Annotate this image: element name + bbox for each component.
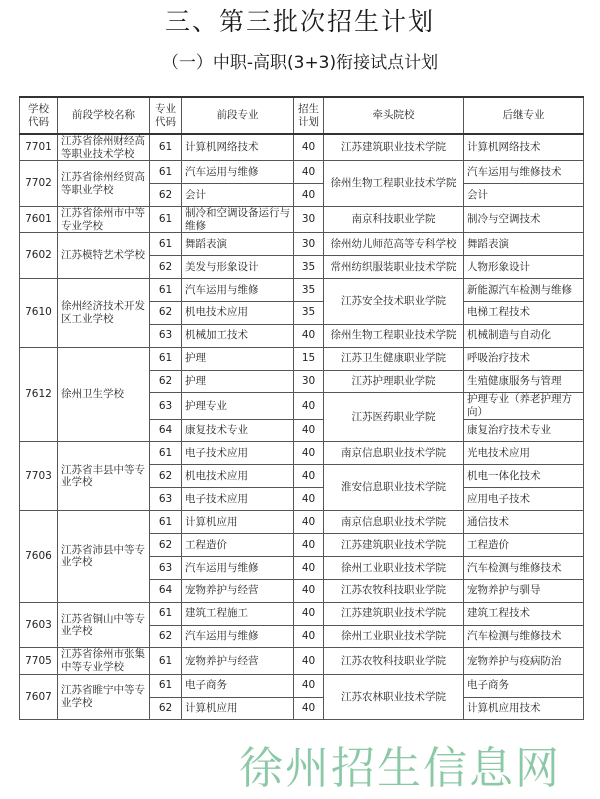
table-row [20, 511, 584, 534]
plan-cell: 40 [294, 393, 324, 419]
next-major-cell: 新能源汽车检测与维修 [464, 278, 584, 301]
plan-cell: 40 [294, 579, 324, 602]
lead-college-cell: 南京科技职业学院 [324, 206, 464, 232]
table-row [20, 648, 584, 674]
lead-college-cell: 徐州工业职业技术学院 [324, 556, 464, 579]
header-major-code: 专业代码 [150, 97, 182, 134]
table-row [20, 161, 584, 184]
school-code-cell: 7603 [20, 602, 58, 648]
major-code-cell: 62 [150, 534, 182, 557]
next-major-cell: 建筑工程技术 [464, 602, 584, 625]
table-body [20, 134, 584, 720]
watermark-text: 徐州招生信息网 [239, 743, 561, 794]
major-cell: 护理专业 [182, 393, 294, 419]
table-row [20, 602, 584, 625]
major-code-cell: 62 [150, 465, 182, 488]
major-cell: 电子技术应用 [182, 442, 294, 465]
school-name-cell: 徐州卫生学校 [58, 347, 150, 442]
table-row [20, 347, 584, 370]
major-cell: 电子商务 [182, 674, 294, 697]
major-code-cell: 63 [150, 488, 182, 511]
major-cell: 美发与形象设计 [182, 256, 294, 279]
plan-cell: 40 [294, 625, 324, 648]
school-name-cell: 江苏省徐州市中等专业学校 [58, 206, 150, 232]
major-code-cell: 63 [150, 556, 182, 579]
school-code-cell: 7607 [20, 674, 58, 720]
next-major-cell: 宠物养护与驯导 [464, 579, 584, 602]
header-plan: 招生计划 [294, 97, 324, 134]
lead-college-cell: 江苏安全技术职业学院 [324, 278, 464, 324]
major-code-cell: 61 [150, 134, 182, 161]
lead-college-cell: 徐州生物工程职业技术学院 [324, 161, 464, 207]
plan-cell: 30 [294, 370, 324, 393]
major-code-cell: 61 [150, 648, 182, 674]
lead-college-cell: 江苏农林职业技术学院 [324, 674, 464, 720]
major-code-cell: 64 [150, 419, 182, 442]
table-row [20, 233, 584, 256]
plan-cell: 35 [294, 278, 324, 301]
next-major-cell: 护理专业（养老护理方向） [464, 393, 584, 419]
major-cell: 会计 [182, 184, 294, 207]
school-name-cell: 江苏省睢宁中等专业学校 [58, 674, 150, 720]
lead-college-cell: 江苏医药职业学院 [324, 393, 464, 442]
plan-cell: 40 [294, 648, 324, 674]
major-cell: 宠物养护与经营 [182, 648, 294, 674]
major-cell: 汽车运用与维修 [182, 625, 294, 648]
plan-cell: 40 [294, 674, 324, 697]
header-school-name: 前段学校名称 [58, 97, 150, 134]
major-code-cell: 61 [150, 206, 182, 232]
plan-cell: 35 [294, 301, 324, 324]
next-major-cell: 电梯工程技术 [464, 301, 584, 324]
section-subtitle: （一）中职-高职(3+3)衔接试点计划 [161, 53, 439, 73]
school-code-cell: 7702 [20, 161, 58, 207]
next-major-cell: 机械制造与自动化 [464, 324, 584, 347]
next-major-cell: 机电一体化技术 [464, 465, 584, 488]
major-code-cell: 61 [150, 161, 182, 184]
lead-college-cell: 江苏卫生健康职业学院 [324, 347, 464, 370]
header-major: 前段专业 [182, 97, 294, 134]
school-code-cell: 7606 [20, 511, 58, 603]
major-cell: 计算机应用 [182, 511, 294, 534]
major-code-cell: 62 [150, 256, 182, 279]
major-code-cell: 62 [150, 301, 182, 324]
plan-cell: 40 [294, 697, 324, 720]
school-code-cell: 7601 [20, 206, 58, 232]
major-cell: 宠物养护与经营 [182, 579, 294, 602]
plan-cell: 40 [294, 511, 324, 534]
lead-college-cell: 常州纺织服装职业技术学院 [324, 256, 464, 279]
lead-college-cell: 江苏护理职业学院 [324, 370, 464, 393]
table-row [20, 134, 584, 161]
page-title: 三、第三批次招生计划 [164, 7, 435, 36]
major-cell: 机械加工技术 [182, 324, 294, 347]
enrollment-plan-table [19, 96, 584, 720]
next-major-cell: 人物形象设计 [464, 256, 584, 279]
plan-cell: 40 [294, 488, 324, 511]
major-code-cell: 61 [150, 347, 182, 370]
major-code-cell: 62 [150, 625, 182, 648]
major-code-cell: 61 [150, 442, 182, 465]
next-major-cell: 舞蹈表演 [464, 233, 584, 256]
next-major-cell: 工程造价 [464, 534, 584, 557]
table-header-row [20, 97, 584, 134]
school-name-cell: 江苏省沛县中等专业学校 [58, 511, 150, 603]
next-major-cell: 康复治疗技术专业 [464, 419, 584, 442]
school-code-cell: 7610 [20, 278, 58, 347]
major-cell: 汽车运用与维修 [182, 556, 294, 579]
plan-cell: 30 [294, 233, 324, 256]
next-major-cell: 计算机网络技术 [464, 134, 584, 161]
major-cell: 工程造价 [182, 534, 294, 557]
lead-college-cell: 徐州生物工程职业技术学院 [324, 324, 464, 347]
plan-cell: 40 [294, 442, 324, 465]
major-code-cell: 61 [150, 278, 182, 301]
major-cell: 计算机网络技术 [182, 134, 294, 161]
header-next-major: 后继专业 [464, 97, 584, 134]
major-cell: 建筑工程施工 [182, 602, 294, 625]
table-row [20, 278, 584, 301]
table-row [20, 442, 584, 465]
plan-cell: 40 [294, 161, 324, 184]
header-school-code: 学校代码 [20, 97, 58, 134]
plan-cell: 40 [294, 465, 324, 488]
major-code-cell: 61 [150, 674, 182, 697]
lead-college-cell: 江苏建筑职业技术学院 [324, 534, 464, 557]
school-name-cell: 江苏省徐州市张集中等专业学校 [58, 648, 150, 674]
lead-college-cell: 淮安信息职业技术学院 [324, 465, 464, 511]
lead-college-cell: 江苏建筑职业技术学院 [324, 602, 464, 625]
major-code-cell: 61 [150, 602, 182, 625]
next-major-cell: 光电技术应用 [464, 442, 584, 465]
major-code-cell: 61 [150, 511, 182, 534]
school-name-cell: 徐州经济技术开发区工业学校 [58, 278, 150, 347]
major-cell: 康复技术专业 [182, 419, 294, 442]
header-lead-college: 牵头院校 [324, 97, 464, 134]
school-name-cell: 江苏省丰县中等专业学校 [58, 442, 150, 511]
next-major-cell: 生殖健康服务与管理 [464, 370, 584, 393]
next-major-cell: 呼吸治疗技术 [464, 347, 584, 370]
major-code-cell: 62 [150, 184, 182, 207]
major-cell: 电子技术应用 [182, 488, 294, 511]
plan-cell: 30 [294, 206, 324, 232]
school-name-cell: 江苏省铜山中等专业学校 [58, 602, 150, 648]
next-major-cell: 电子商务 [464, 674, 584, 697]
major-cell: 护理 [182, 370, 294, 393]
plan-cell: 35 [294, 256, 324, 279]
school-code-cell: 7701 [20, 134, 58, 161]
next-major-cell: 会计 [464, 184, 584, 207]
major-cell: 机电技术应用 [182, 301, 294, 324]
lead-college-cell: 南京信息职业技术学院 [324, 442, 464, 465]
major-cell: 计算机应用 [182, 697, 294, 720]
lead-college-cell: 徐州工业职业技术学院 [324, 625, 464, 648]
major-cell: 汽车运用与维修 [182, 278, 294, 301]
school-name-cell: 江苏模特艺术学校 [58, 233, 150, 279]
major-cell: 护理 [182, 347, 294, 370]
major-code-cell: 64 [150, 579, 182, 602]
major-code-cell: 62 [150, 697, 182, 720]
lead-college-cell: 江苏农牧科技职业学院 [324, 648, 464, 674]
school-name-cell: 江苏省徐州财经高等职业技术学校 [58, 134, 150, 161]
major-cell: 汽车运用与维修 [182, 161, 294, 184]
major-cell: 舞蹈表演 [182, 233, 294, 256]
next-major-cell: 通信技术 [464, 511, 584, 534]
lead-college-cell: 徐州幼儿师范高等专科学校 [324, 233, 464, 256]
next-major-cell: 制冷与空调技术 [464, 206, 584, 232]
next-major-cell: 汽车检测与维修技术 [464, 625, 584, 648]
major-cell: 制冷和空调设备运行与维修 [182, 206, 294, 232]
major-code-cell: 63 [150, 393, 182, 419]
plan-cell: 40 [294, 602, 324, 625]
plan-cell: 40 [294, 184, 324, 207]
lead-college-cell: 江苏农牧科技职业学院 [324, 579, 464, 602]
major-code-cell: 63 [150, 324, 182, 347]
major-code-cell: 62 [150, 370, 182, 393]
school-code-cell: 7705 [20, 648, 58, 674]
plan-cell: 40 [294, 134, 324, 161]
next-major-cell: 应用电子技术 [464, 488, 584, 511]
lead-college-cell: 南京信息职业技术学院 [324, 511, 464, 534]
school-name-cell: 江苏省徐州经贸高等职业学校 [58, 161, 150, 207]
lead-college-cell: 江苏建筑职业技术学院 [324, 134, 464, 161]
next-major-cell: 汽车运用与维修技术 [464, 161, 584, 184]
school-code-cell: 7612 [20, 347, 58, 442]
major-code-cell: 61 [150, 233, 182, 256]
next-major-cell: 汽车检测与维修技术 [464, 556, 584, 579]
table-row [20, 206, 584, 232]
plan-cell: 40 [294, 534, 324, 557]
next-major-cell: 计算机应用技术 [464, 697, 584, 720]
school-code-cell: 7602 [20, 233, 58, 279]
plan-cell: 40 [294, 419, 324, 442]
plan-cell: 40 [294, 556, 324, 579]
plan-cell: 15 [294, 347, 324, 370]
next-major-cell: 宠物养护与疫病防治 [464, 648, 584, 674]
major-cell: 机电技术应用 [182, 465, 294, 488]
table-row [20, 674, 584, 697]
school-code-cell: 7703 [20, 442, 58, 511]
plan-cell: 40 [294, 324, 324, 347]
